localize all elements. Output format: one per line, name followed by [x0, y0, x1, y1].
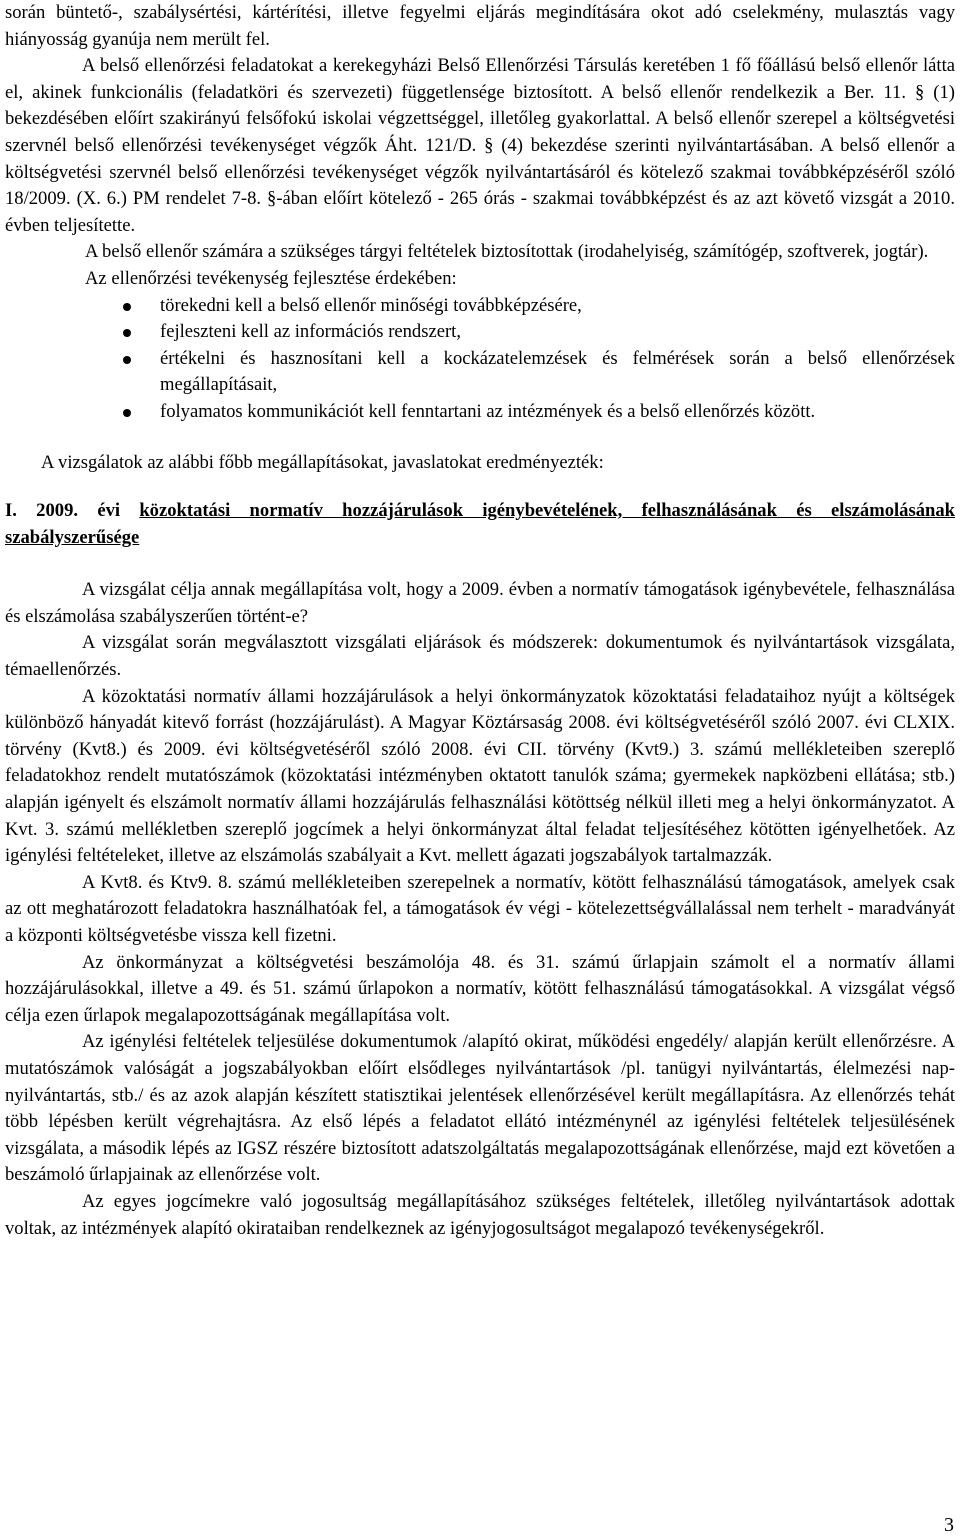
- list-item-text: fejleszteni kell az információs rendszert,: [160, 321, 461, 343]
- internal-auditor-paragraph: A belső ellenőrzési feladatokat a kerekegyházi Belső Ellenőrzési Társulás keretében 1 fő főállású belső ellenőr látta el, akinek funkcionális (feladatköri és szervezeti) függetlensége biztosított. A belső ellenőr rendelkezik a Ber. 11. § (1) bekezdésében előírt szakirányú felsőfokú iskolai végzettséggel, illetőleg gyakorlattal. A belső ellenőr szerepel a költségvetési szervnél belső ellenőrzési tevékenységet végzők Áht. 121/D. § (4) bekezdése szerinti nyilvántartásában. A belső ellenőr a költségvetési szervnél belső ellenőrzési tevékenységet végzők nyilvántartásáról és kötelező szakmai továbbképzéséről szóló 18/2009. (X. 6.) PM rendelet 7-8. §-ában előírt kötelező - 265 órás - szakmai továbbképzést és az azt követő vizsgát a 2010. évben teljesítette.: [5, 55, 955, 236]
- section-title-prefix: I. 2009. évi: [5, 500, 140, 522]
- development-list: [5, 293, 955, 426]
- methods-paragraph: A vizsgálat során megválasztott vizsgálati eljárások és módszerek: dokumentumok és nyilvántartások vizsgálata, témaellenőrzés.: [5, 632, 955, 681]
- bullet-icon: [123, 303, 131, 311]
- appendix8-paragraph: A Kvt8. és Ktv9. 8. számú mellékleteiben szerepelnek a normatív, kötött felhasználású támogatások, amelyek csak az ott meghatározott feladatokra használhatóak fel, a támogatások év végi - kötelezettségvállalással nem terhelt - maradványát a központi költségvetésbe vissza kell fizetni.: [5, 871, 955, 946]
- bullet-icon: [123, 356, 131, 364]
- bullet-icon: [123, 409, 131, 417]
- section-title-underlined: közoktatási normatív hozzájárulások igénybevételének, felhasználásának és elszámolásának szabályszerűsége: [5, 500, 955, 548]
- list-item: [160, 293, 955, 320]
- list-item: [160, 399, 955, 426]
- development-intro: Az ellenőrzési tevékenység fejlesztése érdekében:: [85, 267, 457, 289]
- goal-paragraph: A vizsgálat célja annak megállapítása volt, hogy a 2009. évben a normatív támogatások igénybevétele, felhasználása és elszámolása szabályszerűen történt-e?: [5, 579, 955, 627]
- fulfilment-paragraph: Az igénylési feltételek teljesülése dokumentumok /alapító okirat, működési engedély/ alapján került ellenőrzésre. A mutatószámok valóságát a jogszabályokban előírt elsődleges nyilvántartások /pl. tanügyi nyilvántartás, élelmezési nap-nyilvántartás, stb./ és az azok alapján készített statisztikai jelentések ellenőrzésével került megállapításra. Az ellenőrzés tehát több lépésben került végrehajtásra. Az első lépés a feladatot ellátó intézménynél az igénylési feltételek teljesülésének vizsgálata, a második lépés az IGSZ részére biztosított adatszolgáltatás megalapozottságának ellenőrzése, majd ezt követően a beszámoló űrlapjainak az ellenőrzése volt.: [5, 1031, 955, 1186]
- findings-intro: A vizsgálatok az alábbi főbb megállapításokat, javaslatokat eredményezték:: [41, 451, 604, 473]
- list-item: [160, 346, 955, 399]
- bullet-icon: [123, 329, 131, 337]
- intro-paragraph: során büntető-, szabálysértési, kártérítési, illetve fegyelmi eljárás megindítására okot adó cselekmény, mulasztás vagy hiányosság gyanúja nem merült fel.: [5, 2, 955, 50]
- entitlement-paragraph: Az egyes jogcímekre való jogosultság megállapításához szükséges feltételek, illetőleg nyilvántartások adottak voltak, az intézmények alapító okirataiban rendelkeznek az igényjogosultságot megalapozó tevékenységekről.: [5, 1190, 955, 1239]
- list-item: [160, 319, 955, 346]
- document-page: [5, 0, 955, 1242]
- conditions-paragraph: A belső ellenőr számára a szükséges tárgyi feltételek biztosítottak (irodahelyiség, számítógép, szoftverek, jogtár).: [85, 241, 929, 263]
- list-item-text: törekedni kell a belső ellenőr minőségi továbbképzésére,: [160, 294, 582, 316]
- list-item-text: folyamatos kommunikációt kell fenntartani az intézmények és a belső ellenőrzés között.: [160, 400, 816, 422]
- section-title: [5, 498, 955, 551]
- report-paragraph: Az önkormányzat a költségvetési beszámolója 48. és 31. számú űrlapjain számolt el a normatív állami hozzájárulásokkal, illetve a 49. és 51. számú űrlapokon a normatív, kötött felhasználású támogatásokkal. A vizsgálat végső célja ezen űrlapok megalapozottságának megállapítása volt.: [5, 951, 955, 1026]
- page-number: 3: [944, 1514, 954, 1536]
- contributions-paragraph: A közoktatási normatív állami hozzájárulások a helyi önkormányzatok közoktatási feladataihoz nyújt a költségek különböző hányadát kitevő forrást (hozzájárulást). A Magyar Köztársaság 2008. évi költségvetéséről szóló 2007. évi CLXIX. törvény (Kvt8.) és 2009. évi költségvetéséről szóló 2008. évi CII. törvény (Kvt9.) 3. számú mellékleteiben szereplő feladatokhoz rendelt mutatószámok (közoktatási intézményben oktatott tanulók száma; gyermekek napközbeni ellátása; stb.) alapján igényelt és elszámolt normatív állami hozzájárulás felhasználási kötöttség nélkül illeti meg a helyi önkormányzatot. A Kvt. 3. számú mellékletben szereplő jogcímek a helyi önkormányzat által feladat teljesítéséhez kötötten igényelhetőek. Az igénylési feltételeket, illetve az elszámolás szabályait a Kvt. mellett ágazati jogszabályok tartalmazzák.: [5, 685, 955, 867]
- list-item-text: értékelni és hasznosítani kell a kockázatelemzések és felmérések során a belső ellenőrzések megállapításait,: [160, 347, 955, 396]
